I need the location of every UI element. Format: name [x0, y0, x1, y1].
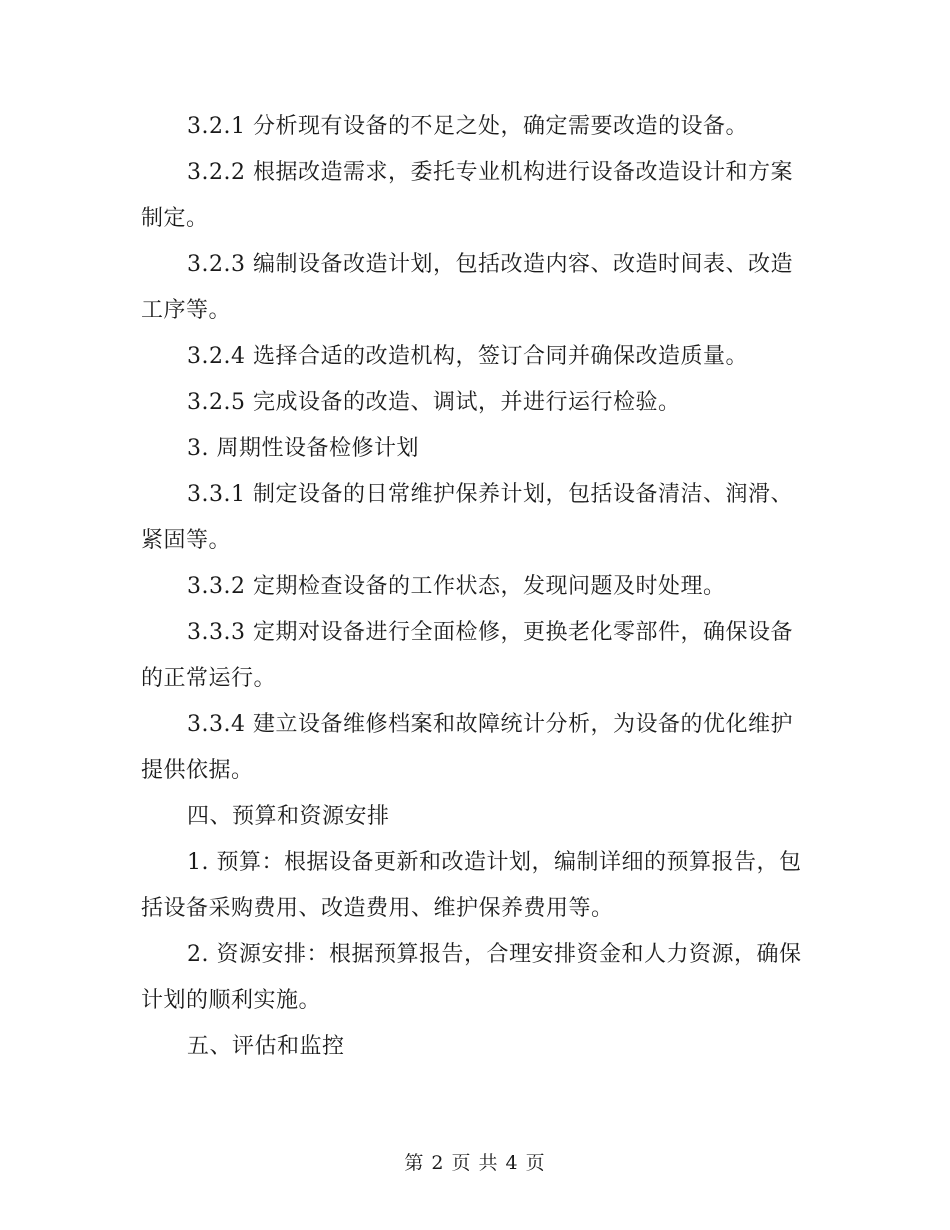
paragraph-3-2-2: 3.2.2 根据改造需求，委托专业机构进行设备改造设计和方案制定。	[141, 160, 793, 231]
paragraph-3-3-2: 3.3.2 定期检查设备的工作状态，发现问题及时处理。	[187, 574, 726, 599]
paragraph-3-2-3: 3.2.3 编制设备改造计划，包括改造内容、改造时间表、改造工序等。	[141, 252, 793, 323]
page-footer: 第 2 页 共 4 页	[404, 1152, 546, 1174]
paragraph-budget: 1. 预算：根据设备更新和改造计划，编制详细的预算报告，包括设备采购费用、改造费用、维护保养费用等。	[141, 850, 802, 921]
section-heading-periodic-maintenance: 3. 周期性设备检修计划	[187, 436, 419, 461]
paragraph-3-3-3: 3.3.3 定期对设备进行全面检修，更换老化零部件，确保设备的正常运行。	[141, 620, 793, 691]
paragraph-3-3-4: 3.3.4 建立设备维修档案和故障统计分析，为设备的优化维护提供依据。	[141, 712, 793, 783]
paragraph-resource-arrangement: 2. 资源安排：根据预算报告，合理安排资金和人力资源，确保计划的顺利实施。	[141, 942, 802, 1013]
paragraph-3-2-4: 3.2.4 选择合适的改造机构，签订合同并确保改造质量。	[187, 344, 748, 369]
paragraph-3-2-5: 3.2.5 完成设备的改造、调试，并进行运行检验。	[187, 390, 681, 415]
section-heading-evaluation-monitoring: 五、评估和监控	[187, 1034, 345, 1059]
document-body	[141, 104, 811, 1070]
paragraph-3-2-1: 3.2.1 分析现有设备的不足之处，确定需要改造的设备。	[187, 114, 748, 139]
paragraph-3-3-1: 3.3.1 制定设备的日常维护保养计划，包括设备清洁、润滑、紧固等。	[141, 482, 793, 553]
section-heading-budget-resources: 四、预算和资源安排	[187, 804, 390, 829]
